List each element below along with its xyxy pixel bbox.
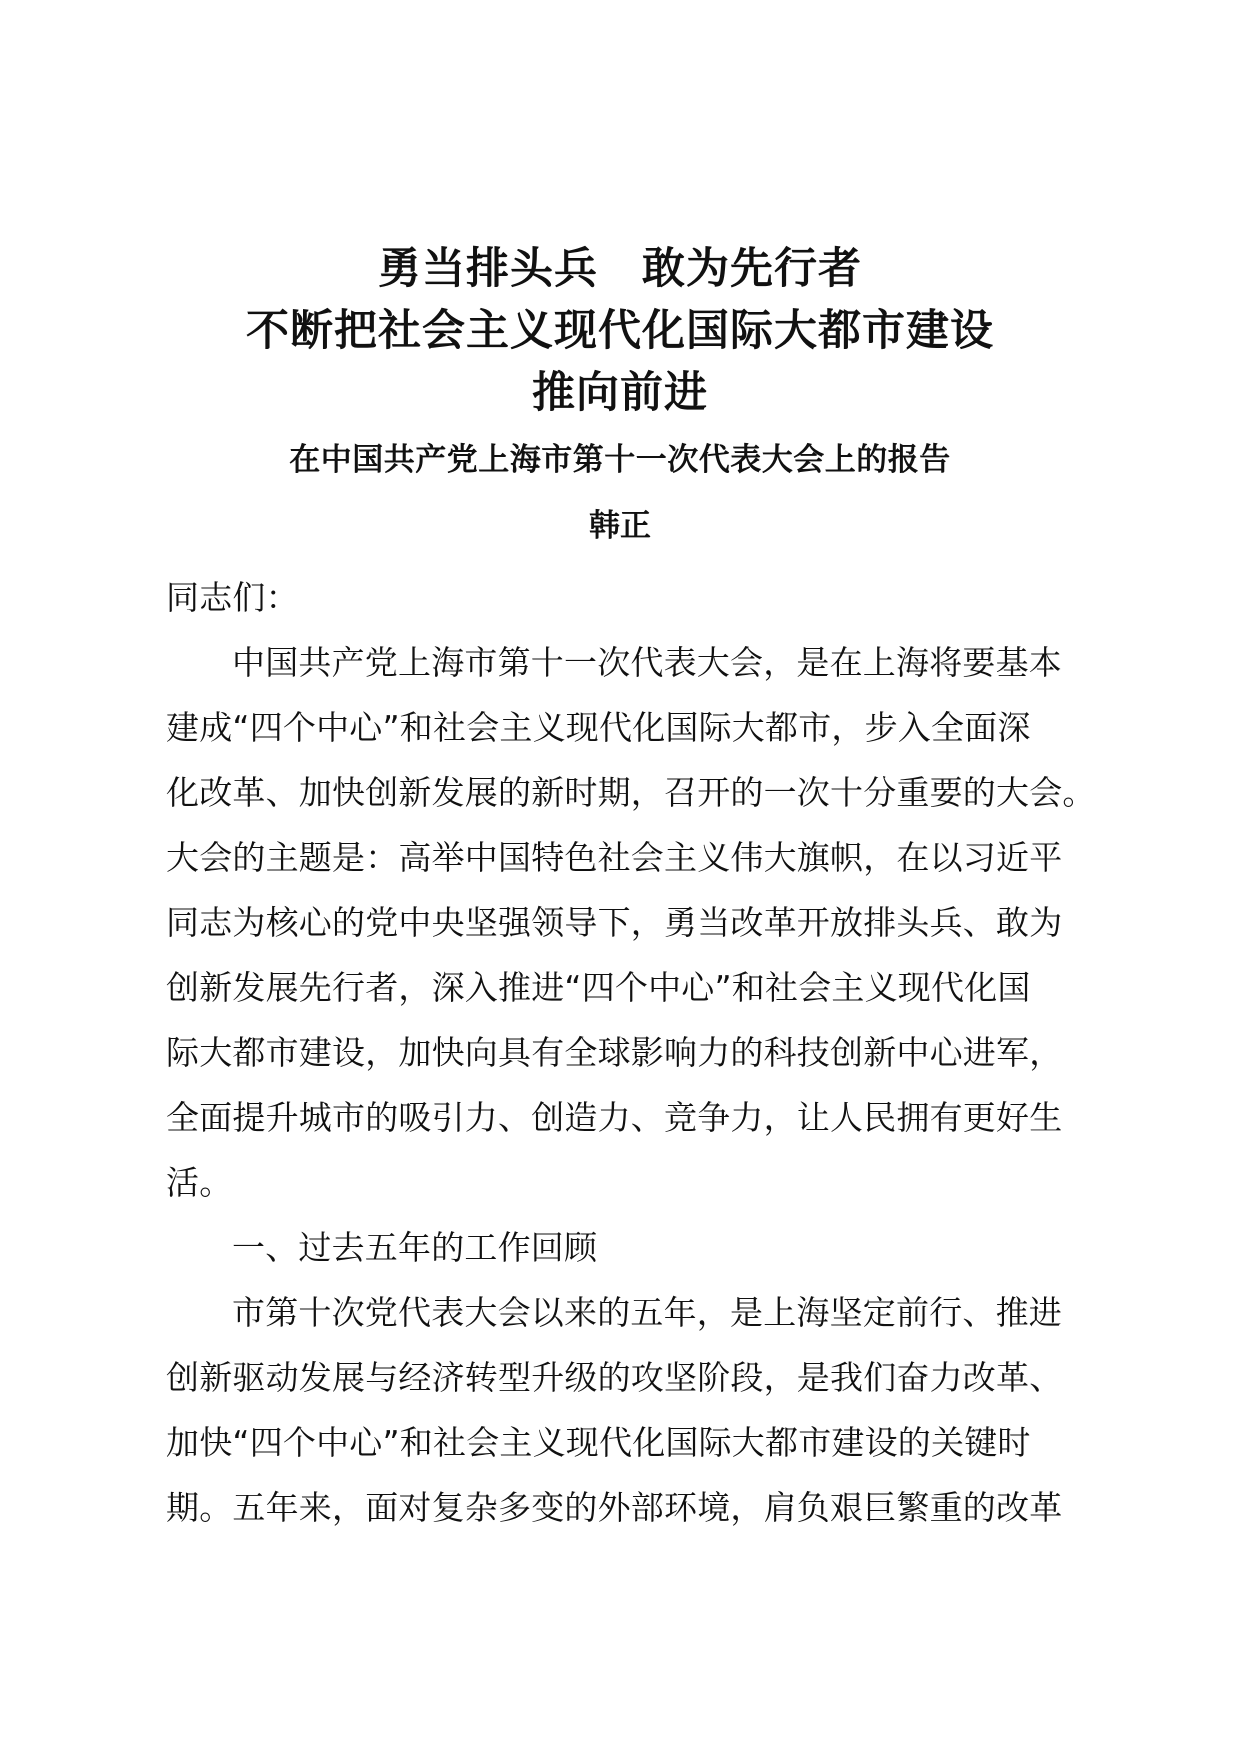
title-line: 勇当排头兵 敢为先行者 bbox=[378, 244, 862, 294]
paragraph-line: 加快“四个中心”和社会主义现代化国际大都市建设的关键时 bbox=[166, 1423, 1031, 1462]
title-line: 推向前进 bbox=[532, 368, 708, 418]
salutation: 同志们： bbox=[166, 578, 299, 617]
paragraph-line: 市第十次党代表大会以来的五年，是上海坚定前行、推进 bbox=[232, 1293, 1062, 1332]
paragraph-line: 创新发展先行者，深入推进“四个中心”和社会主义现代化国 bbox=[166, 968, 1031, 1007]
review-paragraph bbox=[166, 1280, 1086, 1540]
paragraph-line: 全面提升城市的吸引力、创造力、竞争力，让人民拥有更好生 bbox=[166, 1098, 1063, 1137]
paragraph-line: 化改革、加快创新发展的新时期，召开的一次十分重要的大会。 bbox=[166, 773, 1096, 812]
paragraph-line: 同志为核心的党中央坚强领导下，勇当改革开放排头兵、敢为 bbox=[166, 903, 1063, 942]
section-heading: 一、过去五年的工作回顾 bbox=[232, 1228, 598, 1267]
paragraph-line: 大会的主题是：高举中国特色社会主义伟大旗帜，在以习近平 bbox=[166, 838, 1063, 877]
paragraph-line: 创新驱动发展与经济转型升级的攻坚阶段，是我们奋力改革、 bbox=[166, 1358, 1063, 1397]
author-name: 韩正 bbox=[589, 508, 651, 544]
report-title bbox=[0, 238, 1240, 424]
paragraph-line: 际大都市建设，加快向具有全球影响力的科技创新中心进军， bbox=[166, 1033, 1063, 1072]
report-body bbox=[166, 565, 1096, 1540]
paragraph-line: 建成“四个中心”和社会主义现代化国际大都市，步入全面深 bbox=[166, 708, 1031, 747]
paragraph-line: 活。 bbox=[166, 1163, 233, 1202]
opening-paragraph bbox=[166, 630, 1096, 1215]
title-line: 不断把社会主义现代化国际大都市建设 bbox=[246, 306, 994, 356]
report-subtitle: 在中国共产党上海市第十一次代表大会上的报告 bbox=[289, 442, 951, 478]
paragraph-line: 期。五年来，面对复杂多变的外部环境，肩负艰巨繁重的改革 bbox=[166, 1488, 1063, 1527]
paragraph-line: 中国共产党上海市第十一次代表大会，是在上海将要基本 bbox=[232, 643, 1062, 682]
